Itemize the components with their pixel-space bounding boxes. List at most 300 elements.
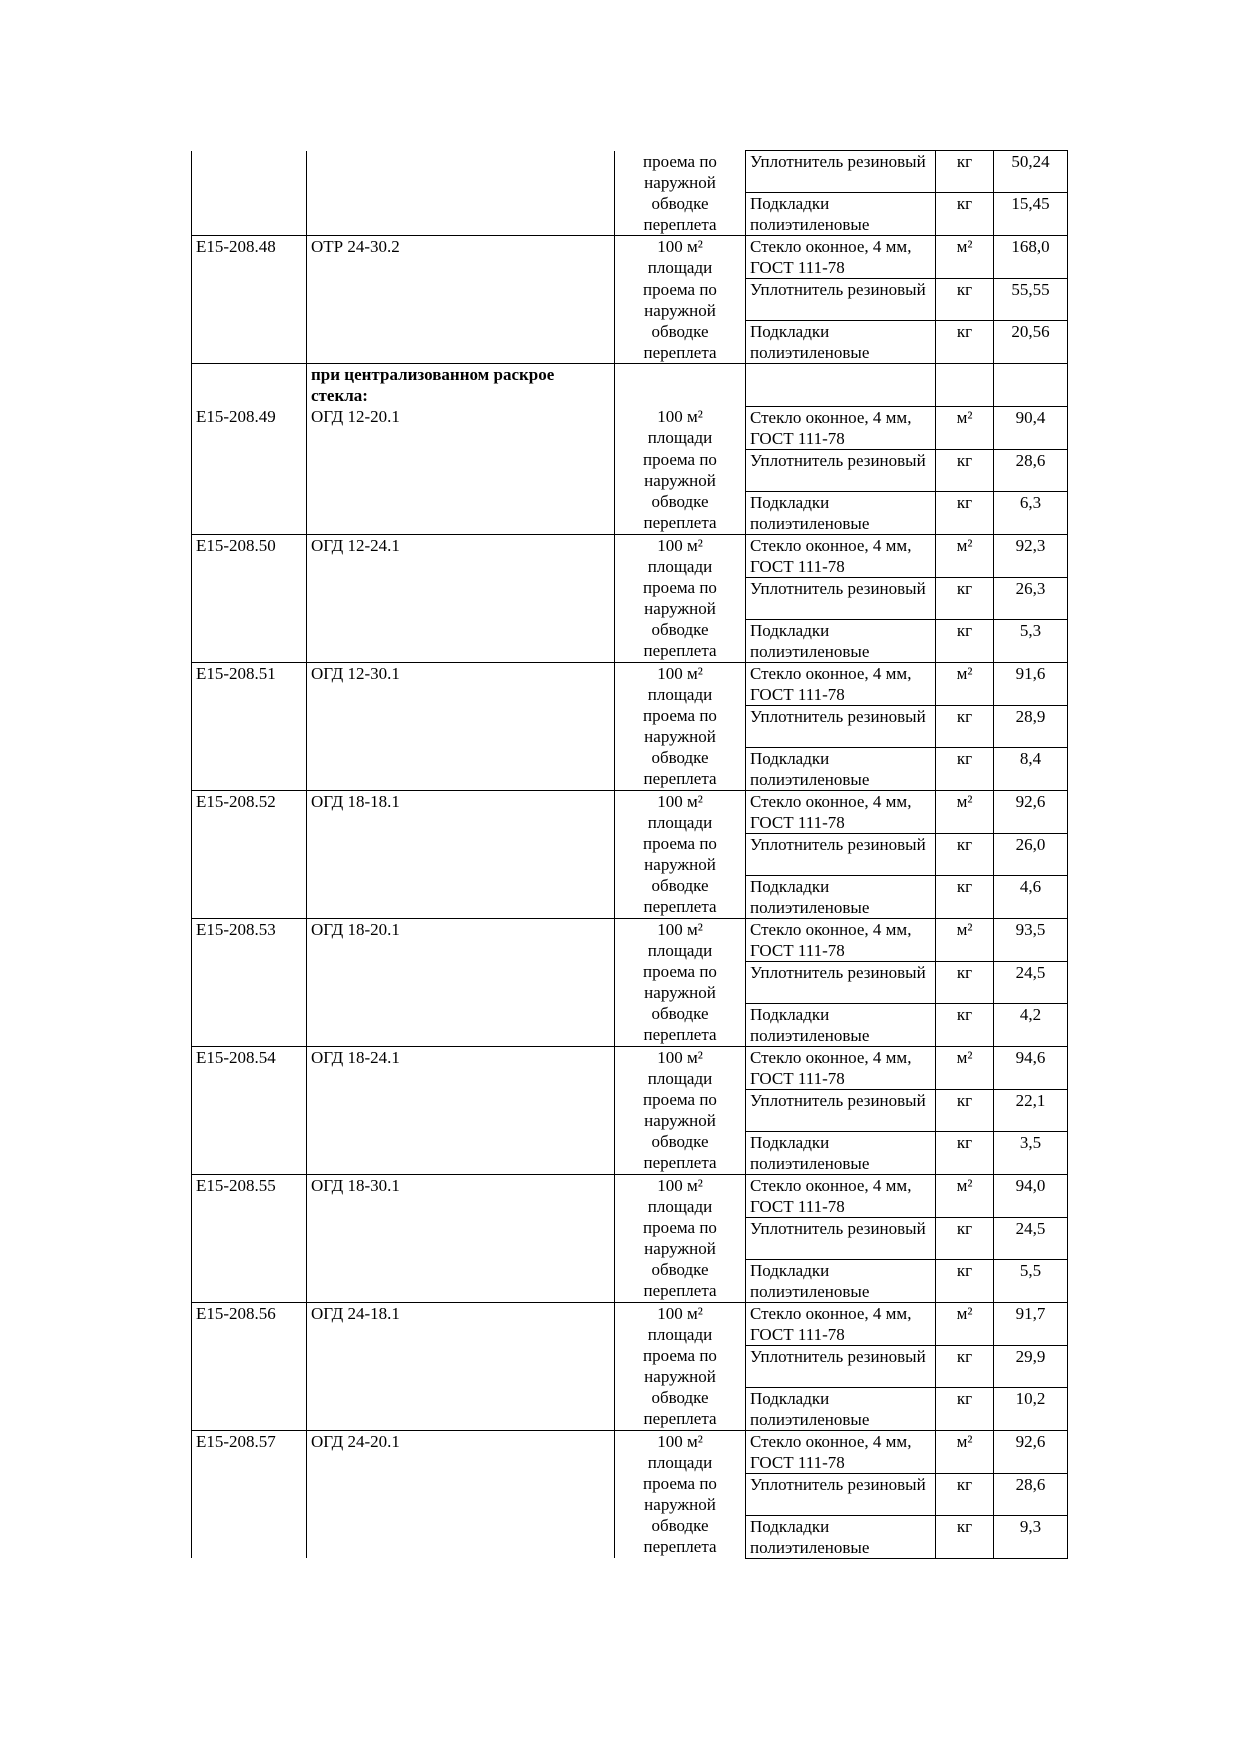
code-cell [192, 534, 307, 577]
code-cell [192, 790, 307, 833]
unit-label: м² [956, 663, 973, 683]
norm-value: 24,5 [1015, 962, 1046, 982]
resource-cell [746, 236, 936, 279]
table-row [192, 961, 1068, 1003]
norm-value: 5,3 [1019, 620, 1042, 640]
unit-cell [936, 1046, 994, 1089]
table-row [192, 1046, 1068, 1089]
product-name: ОГД 12-24.1 [311, 535, 400, 555]
measure-cell [615, 449, 746, 491]
section-heading-row [192, 364, 1068, 407]
value-cell [994, 1387, 1068, 1430]
name-cell [307, 833, 615, 875]
norm-value: 28,6 [1015, 450, 1046, 470]
table-row [192, 705, 1068, 747]
value-cell [994, 1174, 1068, 1217]
measure-cell [615, 1430, 746, 1473]
code-cell [192, 1430, 307, 1473]
measure-cell [615, 321, 746, 364]
norm-value: 5,5 [1019, 1260, 1042, 1280]
table-row [192, 875, 1068, 918]
resource-cell [746, 790, 936, 833]
unit-cell [936, 236, 994, 279]
norm-code: Е15-208.53 [196, 919, 276, 939]
value-cell [994, 1259, 1068, 1302]
code-cell [192, 662, 307, 705]
resource-name: Подкладки полиэтиленовые [750, 748, 870, 789]
resource-name: Уплотнитель резиновый [750, 962, 926, 982]
product-name: ОГД 18-18.1 [311, 791, 400, 811]
value-cell [994, 833, 1068, 875]
product-name: ОТР 24-30.2 [311, 237, 400, 256]
resource-cell [746, 1217, 936, 1259]
code-cell [192, 406, 307, 449]
measure-unit-cont: площади [647, 812, 713, 832]
measure-text: проема по наружной [643, 450, 717, 490]
measure-cell [615, 1302, 746, 1345]
table-row [192, 747, 1068, 790]
resource-name: Стекло оконное, 4 мм, ГОСТ 111-78 [750, 791, 912, 832]
resource-name: Стекло оконное, 4 мм, ГОСТ 111-78 [750, 237, 912, 277]
measure-cell [615, 1003, 746, 1046]
measure-unit-cont: площади [647, 684, 713, 704]
norm-value: 93,5 [1015, 919, 1046, 939]
value-cell [994, 279, 1068, 321]
resource-cell [746, 1089, 936, 1131]
resource-name: Уплотнитель резиновый [750, 578, 926, 598]
measure-text: проема по наружной [643, 578, 717, 618]
code-cell [192, 193, 307, 236]
measure-text: проема по наружной [643, 1474, 717, 1514]
measure-cell [615, 961, 746, 1003]
table-row [192, 790, 1068, 833]
norm-value: 94,0 [1015, 1175, 1046, 1195]
value-cell [994, 1515, 1068, 1558]
table-row [192, 577, 1068, 619]
measure-text: проема по наружной [643, 1090, 717, 1130]
table-row [192, 1387, 1068, 1430]
code-cell [192, 1345, 307, 1387]
unit-cell [936, 1089, 994, 1131]
name-cell [307, 577, 615, 619]
value-cell [994, 705, 1068, 747]
resource-name: Подкладки полиэтиленовые [750, 1132, 870, 1173]
code-cell [192, 1473, 307, 1515]
value-cell [994, 790, 1068, 833]
unit-label: кг [956, 1260, 973, 1280]
code-cell [192, 321, 307, 364]
name-cell [307, 918, 615, 961]
norm-value: 9,3 [1019, 1516, 1042, 1536]
norm-code: Е15-208.48 [196, 237, 276, 256]
unit-label: кг [956, 322, 973, 341]
name-cell [307, 619, 615, 662]
code-cell [192, 918, 307, 961]
name-cell [307, 1046, 615, 1089]
name-cell [307, 1089, 615, 1131]
norm-value: 20,56 [1011, 322, 1050, 341]
measure-unit-cont: площади [647, 1068, 713, 1088]
unit-label: кг [956, 748, 973, 768]
table-row [192, 449, 1068, 491]
table-row [192, 1259, 1068, 1302]
measure-cell [615, 406, 746, 449]
resource-cell [746, 747, 936, 790]
resource-cell [746, 364, 936, 407]
resource-cell [746, 1131, 936, 1174]
table-row [192, 1345, 1068, 1387]
unit-label: кг [956, 706, 973, 726]
norm-value: 90,4 [1015, 407, 1046, 427]
code-cell [192, 1174, 307, 1217]
code-cell [192, 1131, 307, 1174]
code-cell [192, 279, 307, 321]
value-cell [994, 1430, 1068, 1473]
unit-cell [936, 961, 994, 1003]
norm-value: 6,3 [1019, 492, 1042, 512]
code-cell [192, 619, 307, 662]
norm-value: 29,9 [1015, 1346, 1046, 1366]
value-cell [994, 534, 1068, 577]
code-cell [192, 1259, 307, 1302]
measure-cell [615, 1174, 746, 1217]
value-cell [994, 193, 1068, 236]
measure-unit-cont: площади [647, 1196, 713, 1216]
measure-cell [615, 1131, 746, 1174]
table-row [192, 662, 1068, 705]
code-cell [192, 151, 307, 193]
norm-value: 55,55 [1011, 280, 1050, 299]
norm-code: Е15-208.50 [196, 535, 276, 555]
resource-name: Уплотнитель резиновый [750, 1090, 926, 1110]
norm-value: 50,24 [1011, 152, 1050, 171]
name-cell [307, 747, 615, 790]
unit-label: кг [956, 450, 973, 470]
value-cell [994, 1302, 1068, 1345]
unit-cell [936, 875, 994, 918]
measure-cell [615, 619, 746, 662]
table-row [192, 236, 1068, 279]
measure-text: обводке переплета [643, 193, 717, 234]
norm-value: 28,9 [1015, 706, 1046, 726]
norm-code: Е15-208.51 [196, 663, 276, 683]
value-cell [994, 1131, 1068, 1174]
resource-cell [746, 449, 936, 491]
product-name: ОГД 18-20.1 [311, 919, 400, 939]
unit-label: м² [956, 1175, 973, 1195]
measure-unit-cont: площади [647, 428, 713, 447]
name-cell [307, 236, 615, 279]
measure-cell [615, 577, 746, 619]
code-cell [192, 961, 307, 1003]
unit-label: м² [956, 1303, 973, 1323]
code-cell [192, 236, 307, 279]
unit-cell [936, 1131, 994, 1174]
norm-value: 92,3 [1015, 535, 1046, 555]
unit-label: м² [956, 1047, 973, 1067]
unit-cell [936, 534, 994, 577]
resource-name: Уплотнитель резиновый [750, 1346, 926, 1366]
table-row [192, 534, 1068, 577]
name-cell [307, 1387, 615, 1430]
unit-label: м² [956, 407, 973, 427]
unit-cell [936, 705, 994, 747]
unit-cell [936, 1217, 994, 1259]
measure-text: обводке переплета [643, 1516, 717, 1556]
resource-cell [746, 1174, 936, 1217]
table-row [192, 1302, 1068, 1345]
table-row [192, 918, 1068, 961]
resource-cell [746, 1515, 936, 1558]
measure-cell [615, 1345, 746, 1387]
value-cell [994, 151, 1068, 193]
name-cell [307, 151, 615, 193]
norm-code: Е15-208.54 [196, 1047, 276, 1067]
resource-cell [746, 961, 936, 1003]
unit-cell [936, 1515, 994, 1558]
unit-cell [936, 790, 994, 833]
resource-cell [746, 406, 936, 449]
product-name: ОГД 18-24.1 [311, 1047, 400, 1067]
measure-cell [615, 193, 746, 236]
value-cell [994, 577, 1068, 619]
resource-cell [746, 1345, 936, 1387]
resource-cell [746, 577, 936, 619]
table-row [192, 1473, 1068, 1515]
resource-name: Подкладки полиэтиленовые [750, 492, 870, 533]
name-cell [307, 1174, 615, 1217]
norm-code: Е15-208.49 [196, 407, 276, 426]
norm-value: 91,7 [1015, 1303, 1046, 1323]
resource-cell [746, 918, 936, 961]
norm-value: 4,6 [1019, 876, 1042, 896]
measure-text: проема по наружной [643, 1346, 717, 1386]
resource-cell [746, 833, 936, 875]
unit-cell [936, 577, 994, 619]
table-row [192, 619, 1068, 662]
table-row [192, 1089, 1068, 1131]
measure-unit-cont: площади [647, 556, 713, 576]
unit-cell [936, 662, 994, 705]
measure-cell [615, 1089, 746, 1131]
value-cell [994, 364, 1068, 407]
value-cell [994, 918, 1068, 961]
unit-cell [936, 1174, 994, 1217]
code-cell [192, 491, 307, 534]
measure-cell [615, 1515, 746, 1558]
code-cell [192, 364, 307, 407]
value-cell [994, 1089, 1068, 1131]
value-cell [994, 1217, 1068, 1259]
name-cell [307, 790, 615, 833]
norm-value: 26,3 [1015, 578, 1046, 598]
norm-value: 4,2 [1019, 1004, 1042, 1024]
unit-cell [936, 918, 994, 961]
measure-cell [615, 833, 746, 875]
table-row [192, 1515, 1068, 1558]
measure-unit: 100 м² [657, 535, 703, 555]
code-cell [192, 833, 307, 875]
resource-name: Стекло оконное, 4 мм, ГОСТ 111-78 [750, 407, 912, 448]
code-cell [192, 1003, 307, 1046]
unit-cell [936, 619, 994, 662]
norm-value: 10,2 [1015, 1388, 1046, 1408]
value-cell [994, 1003, 1068, 1046]
resource-cell [746, 1473, 936, 1515]
name-cell [307, 534, 615, 577]
measure-cell [615, 1473, 746, 1515]
norm-code: Е15-208.52 [196, 791, 276, 811]
measure-cell [615, 747, 746, 790]
measure-cell [615, 1217, 746, 1259]
resource-cell [746, 534, 936, 577]
table-row [192, 321, 1068, 364]
measure-text: обводке переплета [643, 492, 717, 532]
code-cell [192, 1046, 307, 1089]
resource-name: Стекло оконное, 4 мм, ГОСТ 111-78 [750, 535, 912, 576]
unit-label: кг [956, 876, 973, 896]
value-cell [994, 406, 1068, 449]
unit-cell [936, 1302, 994, 1345]
measure-cell [615, 279, 746, 321]
unit-label: кг [956, 962, 973, 982]
measure-cell [615, 1259, 746, 1302]
measure-text: обводке переплета [643, 321, 717, 362]
table-row [192, 1174, 1068, 1217]
resource-name: Стекло оконное, 4 мм, ГОСТ 111-78 [750, 1175, 912, 1216]
resource-name: Подкладки полиэтиленовые [750, 194, 870, 234]
name-cell [307, 961, 615, 1003]
resource-cell [746, 705, 936, 747]
code-cell [192, 1089, 307, 1131]
resource-name: Уплотнитель резиновый [750, 1474, 926, 1494]
resource-name: Подкладки полиэтиленовые [750, 1260, 870, 1301]
value-cell [994, 747, 1068, 790]
norm-value: 94,6 [1015, 1047, 1046, 1067]
norm-value: 168,0 [1011, 237, 1050, 256]
norm-value: 22,1 [1015, 1090, 1046, 1110]
measure-unit-cont: площади [647, 1452, 713, 1472]
measure-unit: 100 м² [657, 663, 703, 683]
measure-text: проема по наружной [643, 279, 717, 320]
unit-label: м² [956, 919, 973, 939]
measure-cell [615, 790, 746, 833]
table-row [192, 151, 1068, 193]
resource-name: Стекло оконное, 4 мм, ГОСТ 111-78 [750, 1303, 912, 1344]
resource-name: Стекло оконное, 4 мм, ГОСТ 111-78 [750, 1047, 912, 1088]
table-row [192, 833, 1068, 875]
unit-label: м² [956, 791, 973, 811]
unit-label: кг [956, 194, 973, 213]
resource-name: Стекло оконное, 4 мм, ГОСТ 111-78 [750, 1431, 912, 1472]
unit-label: кг [956, 1218, 973, 1238]
measure-text: обводке переплета [643, 1260, 717, 1300]
value-cell [994, 321, 1068, 364]
norm-code: Е15-208.56 [196, 1303, 276, 1323]
unit-cell [936, 279, 994, 321]
measure-cell [615, 364, 746, 407]
unit-cell [936, 364, 994, 407]
code-cell [192, 1302, 307, 1345]
measure-text: проема по наружной [643, 151, 717, 192]
code-cell [192, 577, 307, 619]
norm-value: 28,6 [1015, 1474, 1046, 1494]
value-cell [994, 1345, 1068, 1387]
measure-unit: 100 м² [657, 1047, 703, 1067]
measure-unit-cont: площади [647, 940, 713, 960]
measure-cell [615, 1387, 746, 1430]
measure-cell [615, 662, 746, 705]
resource-cell [746, 1003, 936, 1046]
resource-cell [746, 875, 936, 918]
table-row [192, 1131, 1068, 1174]
product-name: ОГД 18-30.1 [311, 1175, 400, 1195]
resource-cell [746, 321, 936, 364]
resource-cell [746, 491, 936, 534]
document-page [191, 150, 1067, 1559]
value-cell [994, 662, 1068, 705]
name-cell [307, 1259, 615, 1302]
resource-name: Уплотнитель резиновый [750, 834, 926, 854]
unit-label: кг [956, 152, 973, 171]
unit-cell [936, 151, 994, 193]
measure-unit: 100 м² [657, 791, 703, 811]
name-cell [307, 1302, 615, 1345]
unit-cell [936, 406, 994, 449]
code-cell [192, 705, 307, 747]
name-cell [307, 279, 615, 321]
unit-cell [936, 1473, 994, 1515]
unit-cell [936, 491, 994, 534]
unit-label: кг [956, 280, 973, 299]
resource-cell [746, 1387, 936, 1430]
unit-cell [936, 1387, 994, 1430]
unit-label: кг [956, 492, 973, 512]
code-cell [192, 1387, 307, 1430]
norm-code: Е15-208.55 [196, 1175, 276, 1195]
unit-cell [936, 449, 994, 491]
value-cell [994, 1473, 1068, 1515]
resource-name: Уплотнитель резиновый [750, 450, 926, 470]
product-name: ОГД 12-30.1 [311, 663, 400, 683]
measure-unit: 100 м² [657, 919, 703, 939]
measure-text: обводке переплета [643, 876, 717, 916]
measure-text: проема по наружной [643, 962, 717, 1002]
value-cell [994, 236, 1068, 279]
resource-cell [746, 279, 936, 321]
product-name: ОГД 12-20.1 [311, 407, 400, 426]
code-cell [192, 1515, 307, 1558]
resource-name: Подкладки полиэтиленовые [750, 322, 870, 362]
unit-label: кг [956, 620, 973, 640]
table-row [192, 1430, 1068, 1473]
table-row [192, 406, 1068, 449]
value-cell [994, 1046, 1068, 1089]
resource-cell [746, 1046, 936, 1089]
measure-cell [615, 236, 746, 279]
name-cell [307, 705, 615, 747]
code-cell [192, 747, 307, 790]
name-cell [307, 1217, 615, 1259]
measure-text: проема по наружной [643, 1218, 717, 1258]
value-cell [994, 449, 1068, 491]
measure-text: обводке переплета [643, 748, 717, 788]
table-row [192, 279, 1068, 321]
table-row [192, 1217, 1068, 1259]
measure-unit: 100 м² [657, 237, 703, 256]
unit-label: кг [956, 1516, 973, 1536]
measure-cell [615, 151, 746, 193]
